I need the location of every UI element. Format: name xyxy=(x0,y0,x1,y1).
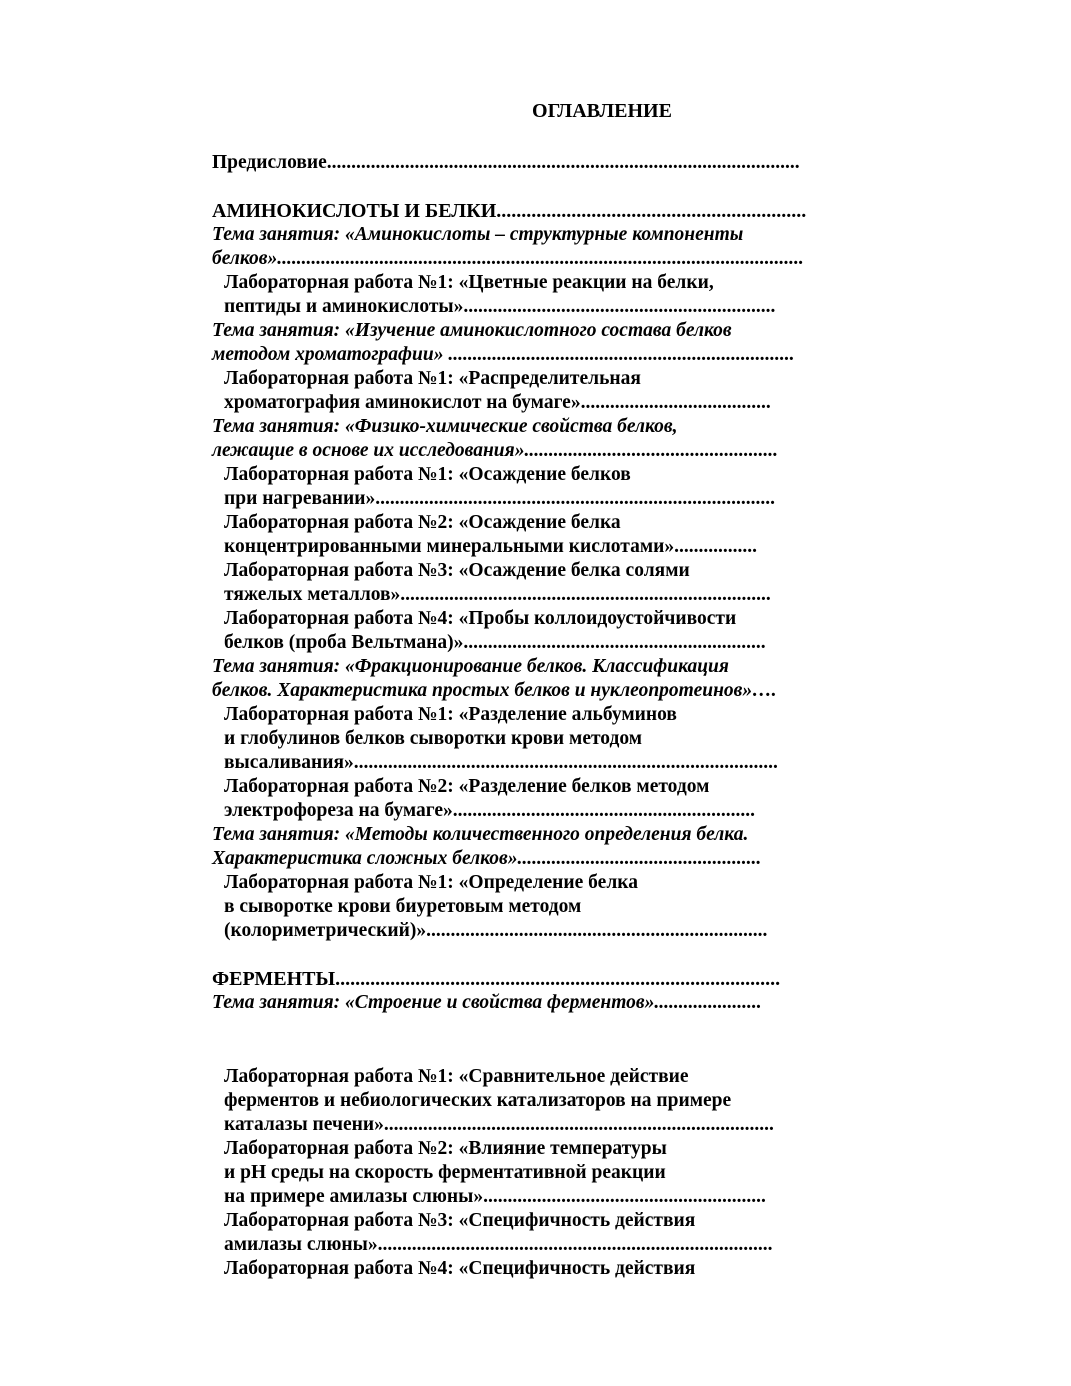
toc-entry-line: (колориметрический)»...................................................................... xyxy=(224,920,768,941)
toc-entry-line: электрофореза на бумаге».............................................................. xyxy=(224,800,756,821)
toc-entry-line: Тема занятия: «Аминокислоты – структурные компоненты xyxy=(212,224,744,245)
toc-entry-line: высаливания»....................................................................................... xyxy=(224,752,778,773)
toc-entry-line: концентрированными минеральными кислотами»................. xyxy=(224,536,758,557)
toc-entry-line: на примере амилазы слюны».......................................................... xyxy=(224,1186,766,1207)
toc-entry-line: Характеристика сложных белков».................................................. xyxy=(212,848,762,869)
toc-entry-line: Лабораторная работа №1: «Разделение альбуминов xyxy=(224,704,677,725)
toc-entry-line: Тема занятия: «Фракционирование белков. Классификация xyxy=(212,656,729,677)
toc-entry-line: Тема занятия: «Физико-химические свойства белков, xyxy=(212,416,678,437)
toc-entry-line: лежащие в основе их исследования».................................................... xyxy=(212,440,778,461)
toc-entry-line: ферментов и небиологических катализаторов на примере xyxy=(224,1090,732,1111)
toc-entry-line: Лабораторная работа №4: «Специфичность действия xyxy=(224,1258,696,1279)
page-title: ОГЛАВЛЕНИЕ xyxy=(532,100,672,122)
toc-entry-line: белков (проба Вельтмана)».............................................................. xyxy=(224,632,766,653)
toc-entry-line: и глобулинов белков сыворотки крови методом xyxy=(224,728,643,749)
toc-entry-line: каталазы печени»................................................................................ xyxy=(224,1114,774,1135)
toc-entry-line: Тема занятия: «Методы количественного определения белка. xyxy=(212,824,749,845)
toc-entry-line: Лабораторная работа №2: «Влияние температуры xyxy=(224,1138,667,1159)
toc-entry-line: Лабораторная работа №4: «Пробы коллоидоустойчивости xyxy=(224,608,737,629)
toc-entry-line: Лабораторная работа №3: «Специфичность действия xyxy=(224,1210,696,1231)
toc-entry-line: Тема занятия: «Строение и свойства ферментов»...................... xyxy=(212,992,762,1013)
toc-entry-line: в сыворотке крови биуретовым методом xyxy=(224,896,582,917)
toc-entry-line: АМИНОКИСЛОТЫ И БЕЛКИ.............................................................. xyxy=(212,200,807,222)
toc-entry-line: Лабораторная работа №2: «Разделение белков методом xyxy=(224,776,710,797)
toc-entry-line: Лабораторная работа №1: «Сравнительное действие xyxy=(224,1066,689,1087)
toc-entry-line: Лабораторная работа №3: «Осаждение белка солями xyxy=(224,560,690,581)
toc-entry-line: Тема занятия: «Изучение аминокислотного состава белков xyxy=(212,320,732,341)
toc-entry-line: амилазы слюны»................................................................................. xyxy=(224,1234,773,1255)
toc-entry-line: Лабораторная работа №1: «Осаждение белков xyxy=(224,464,631,485)
toc-entry-line: и рН среды на скорость ферментативной реакции xyxy=(224,1162,666,1183)
toc-entry-line: Предисловие................................................................................................. xyxy=(212,152,800,173)
toc-entry-line: тяжелых металлов»............................................................................ xyxy=(224,584,771,605)
toc-entry-line: Лабораторная работа №1: «Цветные реакции на белки, xyxy=(224,272,714,293)
toc-entry-line: хроматография аминокислот на бумаге»....................................... xyxy=(224,392,771,413)
toc-entry-line: пептиды и аминокислоты»................................................................ xyxy=(224,296,776,317)
toc-entry-line: при нагревании».................................................................................. xyxy=(224,488,776,509)
toc-entry-line: Лабораторная работа №2: «Осаждение белка xyxy=(224,512,621,533)
toc-entry-line: белков»............................................................................................................ xyxy=(212,248,804,269)
toc-entry-line: белков. Характеристика простых белков и нуклеопротеинов»…. xyxy=(212,680,777,701)
toc-entry-line: методом хроматографии» ....................................................................... xyxy=(212,344,795,365)
toc-entry-line: Лабораторная работа №1: «Определение белка xyxy=(224,872,638,893)
toc-entry-line: Лабораторная работа №1: «Распределительная xyxy=(224,368,641,389)
toc-entry-line: ФЕРМЕНТЫ......................................................................................... xyxy=(212,968,781,990)
